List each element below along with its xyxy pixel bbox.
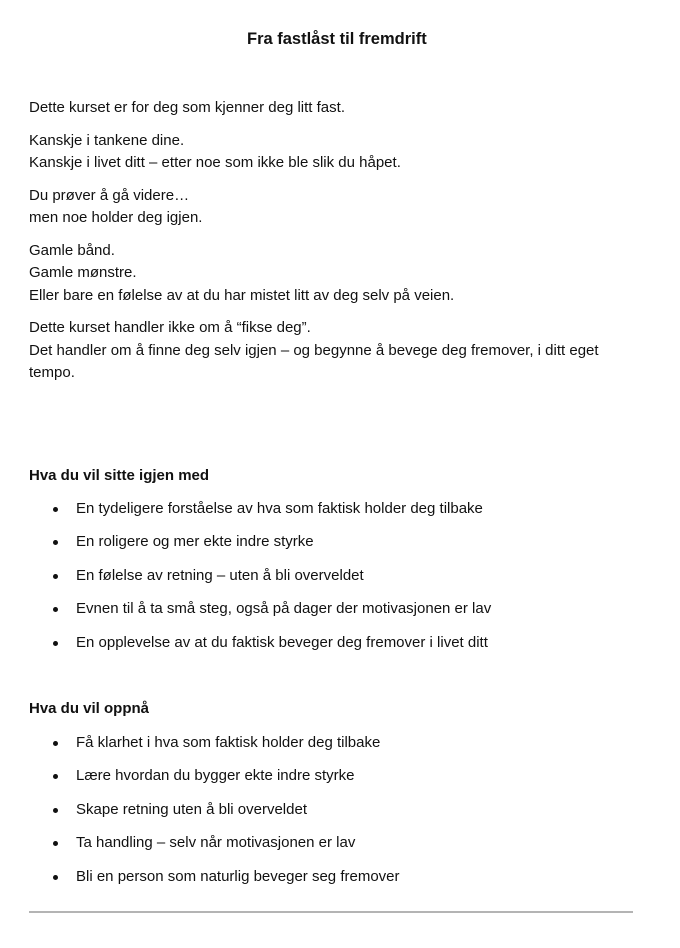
outcomes-list [29,499,491,666]
goals-list [29,733,400,900]
intro-paragraph [29,240,629,308]
list-item: Skape retning uten å bli overveldet [29,800,400,833]
bullet-icon [53,607,58,612]
section-heading-goals: Hva du vil oppnå [29,700,150,717]
list-item: Få klarhet i hva som faktisk holder deg tilbake [29,733,400,766]
list-item: En tydeligere forståelse av hva som faktisk holder deg tilbake [29,499,491,532]
list-item: Ta handling – selv når motivasjonen er lav [29,833,400,866]
bullet-icon [53,574,58,579]
intro-line: Gamle mønstre. [29,264,137,281]
intro-line: Gamle bånd. [29,241,115,259]
list-item: Bli en person som naturlig beveger seg fremover [29,867,400,900]
intro-line: Eller bare en følelse av at du har mistet litt av deg selv på veien. [29,286,455,304]
bullet-icon [53,875,58,880]
bullet-icon [53,774,58,779]
intro-text [29,97,629,395]
bullet-icon [53,808,58,813]
list-item: Lære hvordan du bygger ekte indre styrke [29,766,400,799]
horizontal-divider [29,911,633,913]
intro-paragraph [29,130,629,175]
list-item: En opplevelse av at du faktisk beveger deg fremover i livet ditt [29,633,491,666]
intro-line: Kanskje i tankene dine. [29,131,185,149]
bullet-icon [53,841,58,846]
intro-line: Dette kurset er for deg som kjenner deg litt fast. [29,99,345,116]
bullet-icon [53,507,58,512]
intro-line: men noe holder deg igjen. [29,209,203,226]
intro-line: Det handler om å finne deg selv igjen – og begynne å bevege deg fremover, i ditt eget tempo. [29,341,599,381]
intro-paragraph [29,317,629,385]
bullet-icon [53,540,58,545]
intro-paragraph [29,97,629,120]
list-item: Evnen til å ta små steg, også på dager der motivasjonen er lav [29,599,491,632]
list-item: En følelse av retning – uten å bli overveldet [29,566,491,599]
page-title: Fra fastlåst til fremdrift [247,30,427,48]
intro-line: Du prøver å gå videre… [29,186,190,204]
intro-paragraph [29,185,629,230]
intro-line: Dette kurset handler ikke om å “fikse deg”. [29,319,311,336]
bullet-icon [53,641,58,646]
section-heading-outcomes: Hva du vil sitte igjen med [29,467,210,484]
intro-line: Kanskje i livet ditt – etter noe som ikke ble slik du håpet. [29,154,401,171]
bullet-icon [53,741,58,746]
list-item: En roligere og mer ekte indre styrke [29,532,491,565]
